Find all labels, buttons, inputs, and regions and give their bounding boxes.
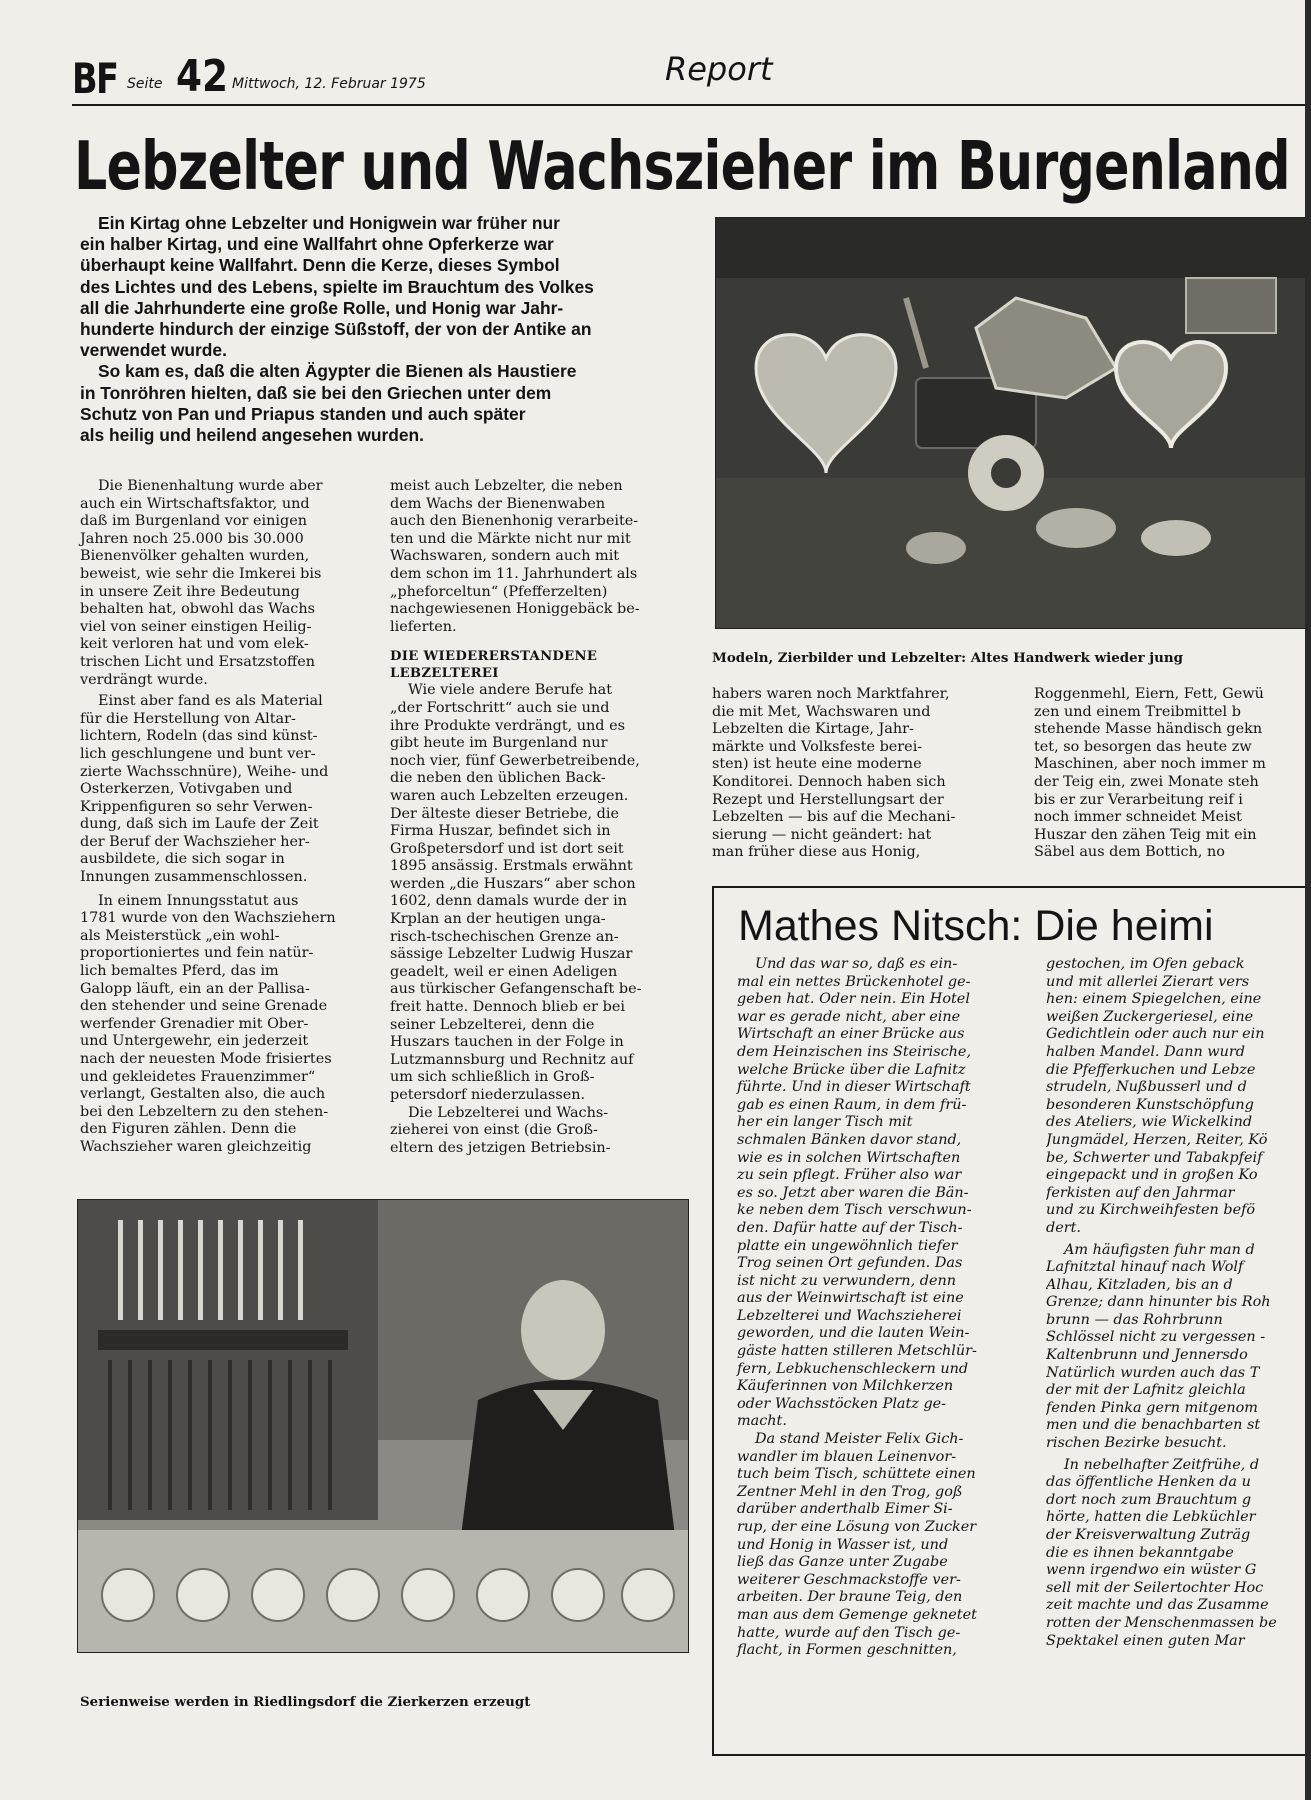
col2-paragraph-3: Die Lebzelterei und Wachs- zieherei von einst (die Groß- eltern des jetzigen Betriebsin- xyxy=(390,1104,611,1156)
photo-1-caption: Modeln, Zierbilder und Lebzelter: Altes Handwerk wieder jung xyxy=(712,650,1183,666)
masthead-rule xyxy=(72,104,1311,106)
sidebar-left-paragraph-2: Da stand Meister Felix Gich- wandler im blauen Leinenvor- tuch beim Tisch, schüttete einen Zentner Mehl in den Trog, goß darüber anderthalb Eimer Si- rup, der eine Lösung von Zucker und Honig in Wasser ist, und ließ das Ganze unter Zugabe weiterer Geschmackstoffe ver- arbeiten. Der braune Teig, den man aus dem Gemenge geknetet hatte, wurde auf den Tisch ge- flacht, in Formen geschnitten, xyxy=(737,1431,977,1659)
lead-block xyxy=(80,213,682,446)
article-column-3 xyxy=(712,686,1006,862)
col1-paragraph-1: Die Bienenhaltung wurde aber auch ein Wirtschaftsfaktor, und daß im Burgenland vor einigen Jahren noch 25.000 bis 30.000 Bienenvölker gehalten wurden, beweist, wie sehr die Imkerei bis in unsere Zeit ihre Bedeutung behalten hat, obwohl das Wachs viel von seiner einstigen Heilig- keit verloren hat und vom elek- trischen Licht und Ersatzstoffen verdrängt wurde. xyxy=(80,478,323,688)
section-label: Report xyxy=(665,50,773,88)
article-column-2 xyxy=(390,478,682,1157)
issue-date: Mittwoch, 12. Februar 1975 xyxy=(232,76,426,92)
page-label: Seite xyxy=(127,76,163,92)
photo-candle-production xyxy=(77,1199,689,1653)
col4-paragraph-1: Roggenmehl, Eiern, Fett, Gewü zen und einem Treibmittel b stehende Masse händisch gekn tet, so besorgen das heute zw Maschinen, aber noch immer m der Teig ein, zwei Monate steh bis er zur Verarbeitung reif i noch immer schneidet Meist Huszar den zähen Teig mit ein Säbel aus dem Bottich, no xyxy=(1034,686,1266,861)
sidebar-right-paragraph-3: In nebelhafter Zeitfrühe, d das öffentliche Henken da u dort noch zum Brauchtum g hörte, hatten die Lebküchler der Kreisverwaltung Zuträg die es ihnen bekanntgabe wenn irgendwo ein wüster G sell mit der Seilertochter Hoc zeit machte und das Zusamme rotten der Menschenmassen be Spektakel einen guten Mar xyxy=(1046,1456,1277,1649)
sidebar-column-left xyxy=(737,956,1018,1660)
article-column-4 xyxy=(1034,686,1311,868)
subhead: DIE WIEDERERSTANDENE LEBZELTEREI xyxy=(390,649,598,682)
gingerbread-photo-illustration xyxy=(716,218,1310,628)
page-number: 42 xyxy=(176,51,229,102)
page-edge-shadow xyxy=(1305,0,1311,1800)
sidebar-right-paragraph-2: Am häufigsten fuhr man d Lafnitztal hinauf nach Wolf Alhau, Kitzladen, bis an d Grenze; dann hinunter bis Roh brunn — das Rohrbrunn Schlössel nicht zu vergessen - Kaltenbrunn und Jennersdo Natürlich wurden auch das T der mit der Lafnitz gleichla fenden Pinka gern mitgenom men und die benachbarten st rischen Bezirke besucht. xyxy=(1046,1241,1271,1452)
article-column-1 xyxy=(80,478,366,1157)
photo-2-caption: Serienweise werden in Riedlingsdorf die Zierkerzen erzeugt xyxy=(80,1694,531,1710)
sidebar-left-paragraph-1: Und das war so, daß es ein- mal ein nettes Brückenhotel ge- geben hat. Oder nein. Ein Hotel war es gerade nicht, aber eine Wirtschaft an einer Brücke aus dem Heinzischen ins Steirische, welche Brücke über die Lafnitz führte. Und in dieser Wirtschaft gab es einen Raum, in dem frü- her ein langer Tisch mit schmalen Bänken davor stand, wie es in solchen Wirtschaften zu sein pflegt. Früher also war es so. Jetzt aber waren die Bän- ke neben dem Tisch verschwun- den. Dafür hatte auf der Tisch- platte ein ungewöhnlich tiefer Trog seinen Ort gefunden. Das ist nicht zu verwundern, denn aus der Weinwirtschaft ist eine Lebzelterei und Wachszieherei geworden, und die lauten Wein- gäste hatten stilleren Metschlür- fern, Lebkuchenschleckern und Käuferinnen von Milchkerzen oder Wachsstöcken Platz ge- macht. xyxy=(737,956,977,1430)
col3-paragraph-1: habers waren noch Marktfahrer, die mit Met, Wachswaren und Lebzelten die Kirtage, Jahr- märkte und Volksfeste berei- sten) ist heute eine moderne Konditorei. Dennoch haben sich Rezept und Herstellungsart der Lebzelten — bis auf die Mechani- sierung — nicht geändert: hat man früher diese aus Honig, xyxy=(712,686,956,861)
headline: Lebzelter und Wachszieher im Burgenland xyxy=(74,127,1290,205)
col1-paragraph-2: Einst aber fand es als Material für die Herstellung von Altar- lichtern, Rodeln (das sind künst- lich geschlungene und bunt ver- zierte Wachsschnüre), Weihe- und Osterkerzen, Votivgaben und Krippenfiguren so sehr Verwen- dung, daß sich im Laufe der Zeit der Beruf der Wachszieher her- ausbildete, die sich sogar in Innungen zusammenschlossen. xyxy=(80,693,329,886)
candle-photo-illustration xyxy=(78,1200,688,1652)
sidebar-right-paragraph-1: gestochen, im Ofen geback und mit allerlei Zierart vers hen: einem Spiegelchen, eine weißen Zuckergeriesel, eine Gedichtlein oder auch nur ein halben Mandel. Dann wurd die Pfefferkuchen und Lebze strudeln, Nußbusserl und d besonderen Kunstschöpfung des Ateliers, wie Wickelkind Jungmädel, Herzen, Reiter, Kö be, Schwerter und Tabakpfeif eingepackt und in großen Ko ferkisten auf den Jahrmar und zu Kirchweihfesten befö dert. xyxy=(1046,956,1268,1236)
sidebar-column-right xyxy=(1046,956,1311,1738)
logo: BF xyxy=(72,54,118,103)
col2-paragraph-1: meist auch Lebzelter, die neben dem Wachs der Bienenwaben auch den Bienenhonig verarbeite- ten und die Märkte nicht nur mit Wachswaren, sondern auch mit dem schon im 11. Jahrhundert als „pheforceltun“ (Pfefferzelten) nachgewiesenen Honiggebäck be- lieferten. xyxy=(390,478,640,635)
lead-paragraph-2: So kam es, daß die alten Ägypter die Bienen als Haustiere in Tonröhren hielten, daß sie bei den Griechen unter dem Schutz von Pan und Priapus standen und auch später als heilig und heilend angesehen wurden. xyxy=(80,361,577,446)
photo-gingerbread-molds xyxy=(715,217,1311,629)
col2-paragraph-2: Wie viele andere Berufe hat „der Fortschritt“ auch sie und ihre Produkte verdrängt, und es gibt heute im Burgenland nur noch vier, fünf Gewerbetreibende, die neben den üblichen Back- waren auch Lebzelten erzeugen. Der älteste dieser Betriebe, die Firma Huszar, befindet sich in Großpetersdorf und ist dort seit 1895 ansässig. Erstmals erwähnt werden „die Huszars“ aber schon 1602, denn damals wurde der in Krplan an der heutigen unga- risch-tschechischen Grenze an- sässige Lebzelter Ludwig Huszar geadelt, weil er einen Adeligen aus türkischer Gefangenschaft be- freit hatte. Dennoch blieb er bei seiner Lebzelterei, denn die Huszars tauchen in der Folge in Lutzmannsburg und Rechnitz auf um sich schließlich in Groß- petersdorf niederzulassen. xyxy=(390,682,642,1103)
col1-paragraph-3: In einem Innungsstatut aus 1781 wurde von den Wachsziehern als Meisterstück „ein wohl- proportioniertes und fein natür- lich bemaltes Pferd, das im Galopp läuft, ein an der Pallisa- den stehender und seine Grenade werfender Grenadier mit Ober- und Untergewehr, ein jederzeit nach der neuesten Mode frisiertes und gekleidetes Frauenzimmer“ verlangt, Gestalten also, die auch bei den Lebzeltern zu den stehen- den Figuren zählen. Denn die Wachszieher waren gleichzeitig xyxy=(80,892,336,1155)
sidebar-headline: Mathes Nitsch: Die heimi xyxy=(738,902,1214,950)
lead-paragraph-1: Ein Kirtag ohne Lebzelter und Honigwein war früher nur ein halber Kirtag, und eine Wallfahrt ohne Opferkerze war überhaupt keine Wallfahrt. Denn die Kerze, dieses Symbol des Lichtes und des Lebens, spielte im Brauchtum des Volkes all die Jahrhunderte eine große Rolle, und Honig war Jahr- hunderte hindurch der einzige Süßstoff, der von der Antike an verwendet wurde. xyxy=(80,213,594,361)
